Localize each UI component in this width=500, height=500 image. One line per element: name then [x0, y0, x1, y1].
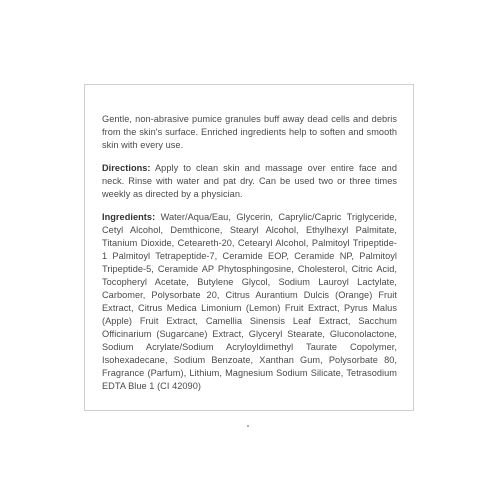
product-info-content	[102, 113, 397, 403]
description-paragraph	[102, 113, 397, 152]
page-marker-dot	[247, 425, 249, 427]
description-text: Gentle, non-abrasive pumice granules buff away dead cells and debris from the skin's surface. Enriched ingredients help to soften and smooth skin with every use.	[102, 114, 397, 150]
directions-text: Apply to clean skin and massage over entire face and neck. Rinse with water and pat dry. Can be used two or three times weekly as directed by a physician.	[102, 163, 397, 199]
directions-paragraph	[102, 162, 397, 201]
ingredients-text: Water/Aqua/Eau, Glycerin, Caprylic/Capric Triglyceride, Cetyl Alcohol, Demthicone, Stearyl Alcohol, Ethylhexyl Palmitate, Titanium Dioxide, Ceteareth-20, Cetearyl Alcohol, Palmitoyl Tripeptide-1 Palmitoyl Tetrapeptide-7, Ceramide EOP, Ceramide NP, Palmitoyl Tripeptide-5, Ceramide AP Phytosphingosine, Cholesterol, Citric Acid, Tocopheryl Acetate, Butylene Glycol, Sodium Lauroyl Lactylate, Carbomer, Polysorbate 20, Citrus Aurantium Dulcis (Orange) Fruit Extract, Citrus Medica Limonium (Lemon) Fruit Extract, Pyrus Malus (Apple) Fruit Extract, Camellia Sinensis Leaf Extract, Sacchum Officinarium (Sugarcane) Extract, Glyceryl Stearate, Gluconolactone, Sodium Acrylate/Sodium Acryloyldimethyl Taurate Copolymer, Isohexadecane, Sodium Benzoate, Xanthan Gum, Polysorbate 80, Fragrance (Parfum), Lithium, Magnesium Sodium Silicate, Tetrasodium EDTA Blue 1 (CI 42090)	[102, 212, 397, 391]
ingredients-label: Ingredients:	[102, 212, 156, 222]
directions-label: Directions:	[102, 163, 151, 173]
ingredients-paragraph	[102, 211, 397, 393]
product-info-panel	[84, 84, 414, 411]
